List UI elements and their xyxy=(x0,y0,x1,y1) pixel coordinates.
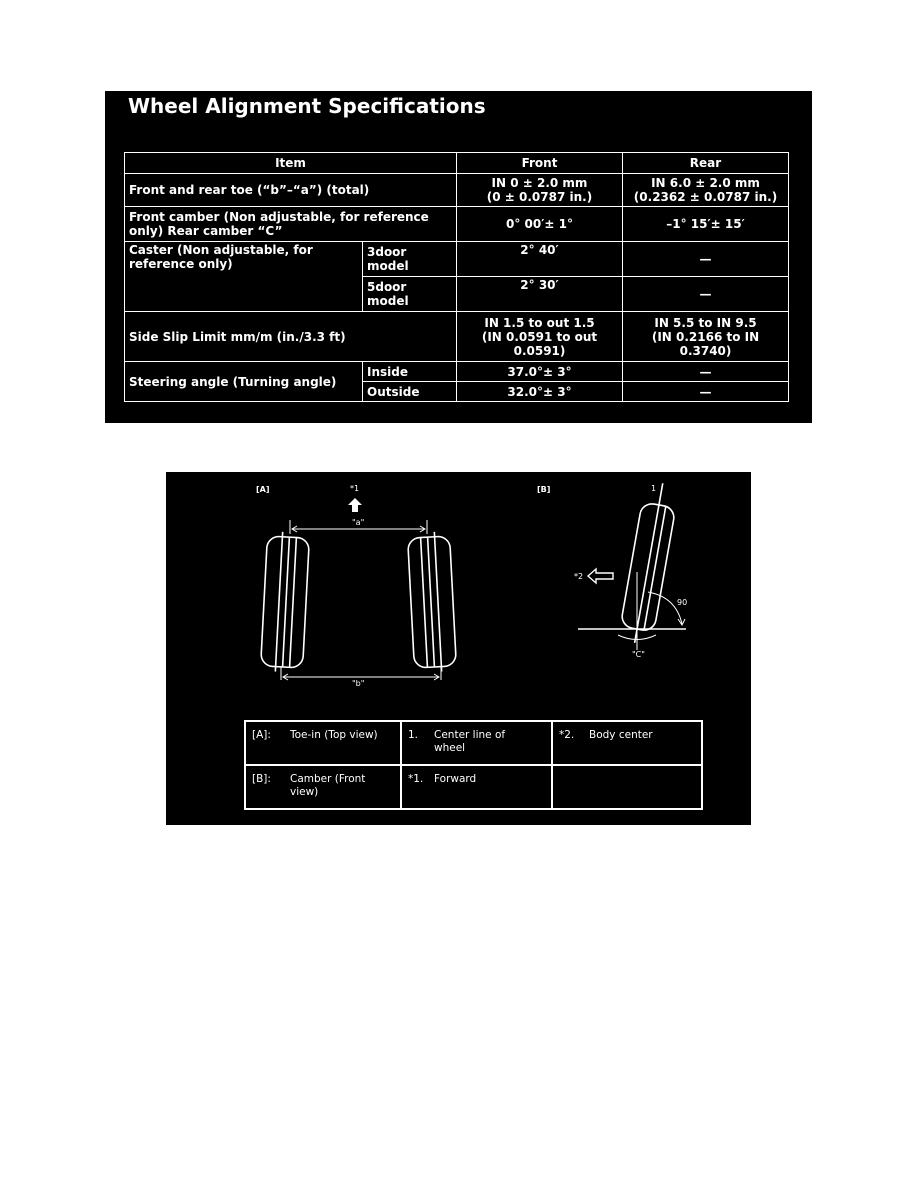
caster-5door-label: 5door model xyxy=(363,277,457,312)
slip-rear xyxy=(623,312,789,362)
toe-item: Front and rear toe (“b”–“a”) (total) xyxy=(125,174,457,207)
steering-inside-front: 37.0°± 3° xyxy=(457,362,623,382)
caster-3door-rear: — xyxy=(623,242,789,277)
diagram-label-a: [A] xyxy=(256,485,270,494)
slip-front-line-1: IN 1.5 to out 1.5 xyxy=(484,315,595,330)
dimension-a-label: "a" xyxy=(352,518,365,527)
steering-inside-label: Inside xyxy=(363,362,457,382)
caster-3door-label: 3door model xyxy=(363,242,457,277)
legend-b-text: Camber (Front view) xyxy=(290,773,366,798)
row-steering-inside xyxy=(125,362,789,382)
header-front: Front xyxy=(457,153,623,174)
spec-title: Wheel Alignment Specifications xyxy=(128,94,486,118)
steering-item: Steering angle (Turning angle) xyxy=(125,362,363,402)
camber-tire xyxy=(618,480,680,645)
steering-outside-rear: — xyxy=(623,382,789,402)
legend-s1-key: *1. xyxy=(408,773,424,785)
row-side-slip xyxy=(125,312,789,362)
steering-inside-rear: — xyxy=(623,362,789,382)
body-center-mark: *2 xyxy=(574,572,584,581)
legend-1-key: 1. xyxy=(408,729,419,741)
camber-rear: –1° 15′± 15′ xyxy=(623,207,789,242)
legend-cell-b xyxy=(245,765,401,809)
diagram-label-b: [B] xyxy=(537,485,551,494)
legend-s2-key: *2. xyxy=(559,729,575,741)
camber-item: Front camber (Non adjustable, for reference only) Rear camber “C” xyxy=(125,207,457,242)
caster-5door-front: 2° 30′ xyxy=(457,277,623,312)
legend-1-text: Center line of wheel xyxy=(434,729,506,754)
left-tire xyxy=(260,531,309,673)
toe-front-line-1: IN 0 ± 2.0 mm xyxy=(491,176,588,190)
angle-90-label: 90 xyxy=(677,598,688,607)
legend-b-key: [B]: xyxy=(252,773,271,785)
header-rear: Rear xyxy=(623,153,789,174)
legend-table xyxy=(244,720,703,810)
slip-rear-line-1: IN 5.5 to IN 9.5 xyxy=(654,315,757,330)
toe-front-line-2: (0 ± 0.0787 in.) xyxy=(486,190,593,204)
legend-cell-1 xyxy=(401,721,552,765)
slip-front-line-3: 0.0591) xyxy=(513,343,566,358)
legend-a-key: [A]: xyxy=(252,729,271,741)
steering-outside-label: Outside xyxy=(363,382,457,402)
spec-header-row xyxy=(125,153,789,174)
legend-cell-empty xyxy=(552,765,702,809)
toe-front xyxy=(457,174,623,207)
toe-rear-line-1: IN 6.0 ± 2.0 mm xyxy=(651,176,760,190)
slip-item: Side Slip Limit mm/m (in./3.3 ft) xyxy=(125,312,457,362)
caster-3door-front: 2° 40′ xyxy=(457,242,623,277)
spec-table xyxy=(124,152,789,402)
row-toe xyxy=(125,174,789,207)
toe-rear-line-2: (0.2362 ± 0.0787 in.) xyxy=(633,190,778,204)
legend-row-2 xyxy=(245,765,702,809)
slip-rear-line-2: (IN 0.2166 to IN xyxy=(651,329,760,344)
legend-s2-text: Body center xyxy=(589,729,653,741)
legend-cell-a xyxy=(245,721,401,765)
slip-front xyxy=(457,312,623,362)
caster-5door-rear: — xyxy=(623,277,789,312)
row-caster-3door xyxy=(125,242,789,277)
slip-rear-line-3: 0.3740) xyxy=(679,343,732,358)
slip-front-line-2: (IN 0.0591 to out xyxy=(481,329,598,344)
header-item: Item xyxy=(125,153,457,174)
legend-cell-s1 xyxy=(401,765,552,809)
spec-panel xyxy=(105,91,812,423)
steering-outside-front: 32.0°± 3° xyxy=(457,382,623,402)
diagram-panel xyxy=(166,472,751,825)
angle-90-arc xyxy=(648,592,682,624)
forward-arrow-icon xyxy=(348,498,362,512)
camber-front: 0° 00′± 1° xyxy=(457,207,623,242)
center-line-mark: 1 xyxy=(651,484,657,493)
legend-a-text: Toe-in (Top view) xyxy=(290,729,378,741)
legend-s1-text: Forward xyxy=(434,773,477,785)
body-center-arrow-icon xyxy=(588,569,613,583)
legend-row-1 xyxy=(245,721,702,765)
legend-cell-s2 xyxy=(552,721,702,765)
right-tire xyxy=(407,531,456,673)
caster-item: Caster (Non adjustable, for reference only) xyxy=(125,242,363,312)
forward-mark: *1 xyxy=(350,484,360,493)
dimension-b-label: "b" xyxy=(352,679,365,688)
toe-rear xyxy=(623,174,789,207)
camber-angle-label: "C" xyxy=(632,650,645,659)
row-camber xyxy=(125,207,789,242)
